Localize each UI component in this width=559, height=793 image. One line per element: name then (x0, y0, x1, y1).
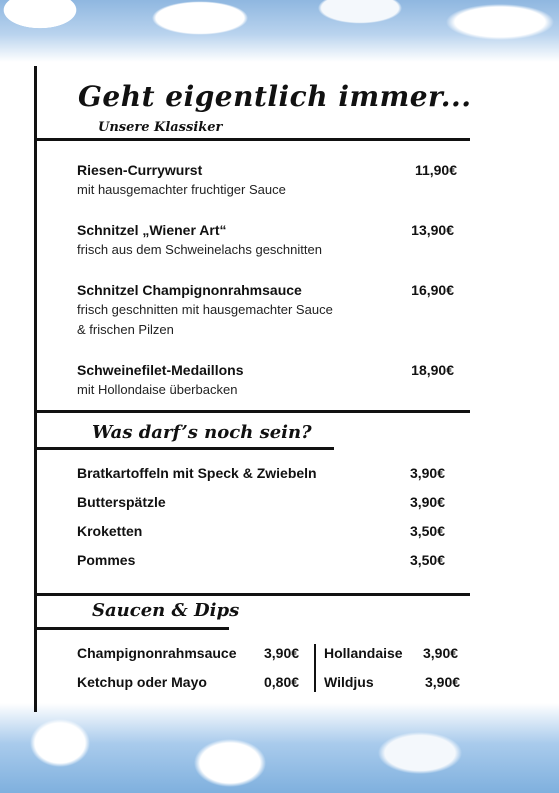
menu-item (77, 362, 457, 400)
side-price: 3,50€ (409, 552, 445, 568)
divider (34, 410, 470, 413)
section-title-sides: Was darf’s noch sein? (92, 422, 312, 443)
sauce-price: 3,90€ (264, 645, 300, 661)
side-price: 3,90€ (409, 494, 445, 510)
sauce-name: Wildjus (324, 674, 374, 690)
side-price: 3,50€ (409, 523, 445, 539)
side-name: Butterspätzle (77, 494, 166, 510)
item-description: mit hausgemachter fruchtiger Sauce (77, 182, 286, 197)
sky-background-bottom (0, 703, 559, 793)
side-item (77, 523, 445, 539)
side-name: Pommes (77, 552, 136, 568)
side-item (77, 465, 445, 481)
divider (34, 447, 334, 450)
menu-item (77, 282, 457, 340)
sauce-name: Champignonrahmsauce (77, 645, 237, 661)
item-description: frisch geschnitten mit hausgemachter Sauce (77, 302, 333, 317)
item-price: 13,90€ (411, 222, 454, 238)
side-name: Bratkartoffeln mit Speck & Zwiebeln (77, 465, 317, 481)
item-name: Schweinefilet-Medaillons (77, 362, 244, 378)
menu-title: Geht eigentlich immer... (78, 80, 472, 113)
divider (34, 138, 470, 141)
item-description: frisch aus dem Schweinelachs geschnitten (77, 242, 322, 257)
side-item (77, 552, 445, 568)
divider (34, 593, 470, 596)
sauce-price: 3,90€ (423, 645, 459, 661)
side-price: 3,90€ (409, 465, 445, 481)
sauce-price: 3,90€ (425, 674, 461, 690)
item-name: Schnitzel Champignonrahmsauce (77, 282, 302, 298)
vertical-rule (34, 66, 37, 712)
item-price: 18,90€ (411, 362, 454, 378)
item-description: mit Hollondaise überbacken (77, 382, 238, 397)
sauce-price: 0,80€ (264, 674, 300, 690)
menu-item (77, 162, 457, 200)
sauce-name: Hollandaise (324, 645, 403, 661)
item-price: 16,90€ (411, 282, 454, 298)
side-item (77, 494, 445, 510)
item-price: 11,90€ (414, 162, 457, 178)
menu-subtitle: Unsere Klassiker (98, 120, 223, 135)
item-name: Riesen-Currywurst (77, 162, 203, 178)
sky-background-top (0, 0, 559, 62)
column-separator (314, 644, 316, 692)
section-title-sauces: Saucen & Dips (92, 600, 240, 621)
divider (34, 627, 229, 630)
item-description-line2: & frischen Pilzen (77, 322, 174, 337)
item-name: Schnitzel „Wiener Art“ (77, 222, 227, 238)
side-name: Kroketten (77, 523, 143, 539)
menu-item (77, 222, 457, 260)
sauce-name: Ketchup oder Mayo (77, 674, 207, 690)
